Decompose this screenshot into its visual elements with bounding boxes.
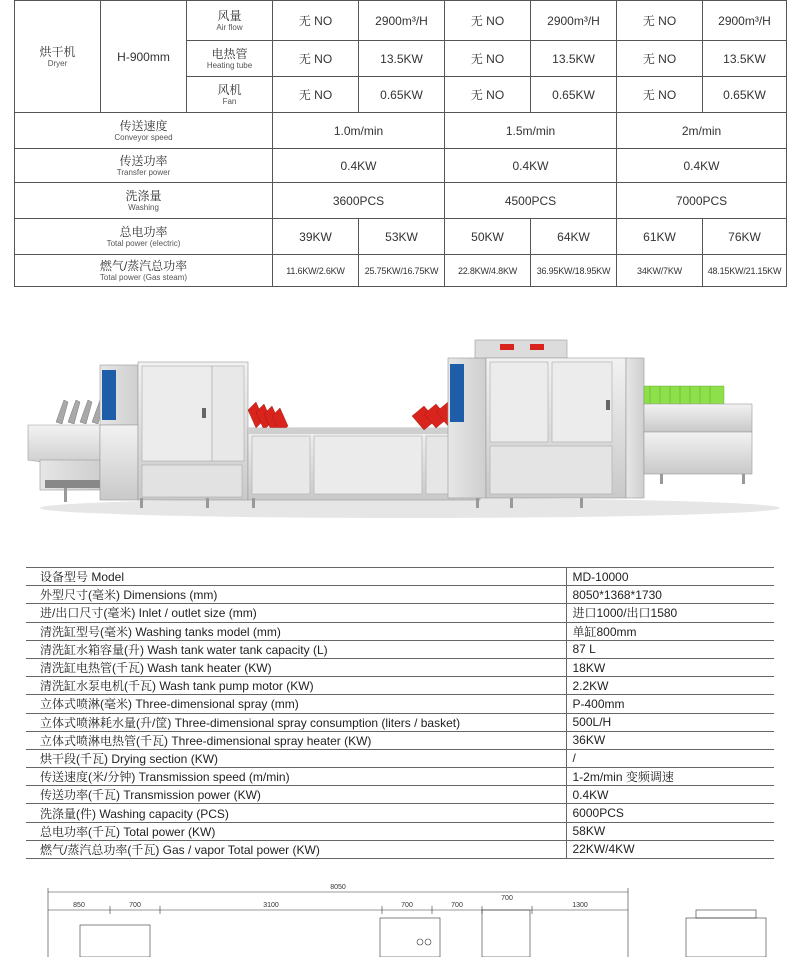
row-label-gas-power: 燃气/蒸汽总功率 Total power (Gas steam) xyxy=(15,255,273,287)
spec-row xyxy=(26,749,774,767)
dim-segment: 850 xyxy=(73,902,85,909)
spec-label: 传送速度(米/分钟) Transmission speed (m/min) xyxy=(26,768,566,786)
spec-value: 22KW/4KW xyxy=(566,840,774,858)
spec-label: 清洗缸水箱容量(升) Wash tank water tank capacity (L) xyxy=(26,640,566,658)
spec-value: 87 L xyxy=(566,640,774,658)
spec-row xyxy=(26,622,774,640)
dim-segment: 700 xyxy=(501,895,513,902)
cell: 61KW xyxy=(617,219,703,255)
cell: 50KW xyxy=(445,219,531,255)
cell: 13.5KW xyxy=(359,41,445,77)
cell: 2900m³/H xyxy=(531,1,617,41)
row-label-heating-tube: 电热管 Heating tube xyxy=(187,41,273,77)
spec-value: 单缸800mm xyxy=(566,622,774,640)
spec-row xyxy=(26,677,774,695)
cell: 7000PCS xyxy=(617,183,787,219)
dim-segment: 3100 xyxy=(263,902,279,909)
spec-value: / xyxy=(566,749,774,767)
technical-drawing xyxy=(0,880,800,957)
spec-value: 8050*1368*1730 xyxy=(566,586,774,604)
dim-segment: 1300 xyxy=(572,902,588,909)
spec-row xyxy=(26,840,774,858)
spec-label: 清洗缸型号(毫米) Washing tanks model (mm) xyxy=(26,622,566,640)
cell: 48.15KW/21.15KW xyxy=(703,255,787,287)
cell: 无 NO xyxy=(445,41,531,77)
cell: 1.0m/min xyxy=(273,113,445,149)
cell: 34KW/7KW xyxy=(617,255,703,287)
spec-label: 清洗缸电热管(千瓦) Wash tank heater (KW) xyxy=(26,658,566,676)
cell: 0.4KW xyxy=(273,149,445,183)
spec-row xyxy=(26,822,774,840)
spec-label: 进/出口尺寸(毫米) Inlet / outlet size (mm) xyxy=(26,604,566,622)
spec-label: 立体式喷淋(毫米) Three-dimensional spray (mm) xyxy=(26,695,566,713)
cell: 无 NO xyxy=(445,77,531,113)
cell: 39KW xyxy=(273,219,359,255)
cell: 无 NO xyxy=(273,77,359,113)
spec-value: P-400mm xyxy=(566,695,774,713)
dim-total: 8050 xyxy=(330,884,346,891)
spec-row xyxy=(26,604,774,622)
spec-row xyxy=(26,658,774,676)
cell: 11.6KW/2.6KW xyxy=(273,255,359,287)
cell: 无 NO xyxy=(617,41,703,77)
spec-row xyxy=(26,713,774,731)
cell: 64KW xyxy=(531,219,617,255)
row-label-airflow: 风量 Air flow xyxy=(187,1,273,41)
spec-row xyxy=(26,640,774,658)
spec-row xyxy=(26,695,774,713)
cell: 76KW xyxy=(703,219,787,255)
cell: 无 NO xyxy=(617,77,703,113)
spec-label: 外型尺寸(毫米) Dimensions (mm) xyxy=(26,586,566,604)
spec-label: 清洗缸水泵电机(千瓦) Wash tank pump motor (KW) xyxy=(26,677,566,695)
cell: 0.65KW xyxy=(359,77,445,113)
cell: 3600PCS xyxy=(273,183,445,219)
spec-label: 设备型号 Model xyxy=(26,568,566,586)
spec-value: 2.2KW xyxy=(566,677,774,695)
spec-row xyxy=(26,568,774,586)
spec-value: 1-2m/min 变频调速 xyxy=(566,768,774,786)
cell: 无 NO xyxy=(445,1,531,41)
cell: 13.5KW xyxy=(703,41,787,77)
dishwasher-machine-illustration xyxy=(20,330,780,530)
cell: 53KW xyxy=(359,219,445,255)
row-label-transfer-power: 传送功率 Transfer power xyxy=(15,149,273,183)
spec-value: 0.4KW xyxy=(566,786,774,804)
spec-row xyxy=(26,586,774,604)
cell: 无 NO xyxy=(273,41,359,77)
cell: 0.65KW xyxy=(531,77,617,113)
spec-value: 18KW xyxy=(566,658,774,676)
spec-label: 立体式喷淋电热管(千瓦) Three-dimensional spray heater (KW) xyxy=(26,731,566,749)
dim-segment: 700 xyxy=(401,902,413,909)
spec-row xyxy=(26,768,774,786)
cell: 0.65KW xyxy=(703,77,787,113)
spec-value: 36KW xyxy=(566,731,774,749)
cell: 0.4KW xyxy=(617,149,787,183)
dryer-spec-table xyxy=(14,0,787,287)
spec-label: 传送功率(千瓦) Transmission power (KW) xyxy=(26,786,566,804)
spec-value: 进口1000/出口1580 xyxy=(566,604,774,622)
cell: 22.8KW/4.8KW xyxy=(445,255,531,287)
cell: 1.5m/min xyxy=(445,113,617,149)
spec-value: 6000PCS xyxy=(566,804,774,822)
model-spec-table xyxy=(26,567,774,859)
spec-label: 烘干段(千瓦) Drying section (KW) xyxy=(26,749,566,767)
row-label-conveyor-speed: 传送速度 Conveyor speed xyxy=(15,113,273,149)
cell: 13.5KW xyxy=(531,41,617,77)
dryer-label: 烘干机 Dryer xyxy=(15,1,101,113)
cell: 25.75KW/16.75KW xyxy=(359,255,445,287)
spec-label: 总电功率(千瓦) Total power (KW) xyxy=(26,822,566,840)
cell: 2900m³/H xyxy=(359,1,445,41)
spec-label: 燃气/蒸汽总功率(千瓦) Gas / vapor Total power (KW) xyxy=(26,840,566,858)
spec-row xyxy=(26,786,774,804)
spec-row xyxy=(26,731,774,749)
row-label-total-power: 总电功率 Total power (electric) xyxy=(15,219,273,255)
spec-value: MD-10000 xyxy=(566,568,774,586)
row-label-fan: 风机 Fan xyxy=(187,77,273,113)
cell: 2900m³/H xyxy=(703,1,787,41)
row-label-washing: 洗涤量 Washing xyxy=(15,183,273,219)
dim-segment: 700 xyxy=(129,902,141,909)
spec-value: 58KW xyxy=(566,822,774,840)
cell: 0.4KW xyxy=(445,149,617,183)
cell: 36.95KW/18.95KW xyxy=(531,255,617,287)
cell: 无 NO xyxy=(617,1,703,41)
spec-row xyxy=(26,804,774,822)
spec-value: 500L/H xyxy=(566,713,774,731)
dim-segment: 700 xyxy=(451,902,463,909)
cell: 2m/min xyxy=(617,113,787,149)
cell: 无 NO xyxy=(273,1,359,41)
dryer-height: H-900mm xyxy=(101,1,187,113)
spec-label: 立体式喷淋耗水量(升/筐) Three-dimensional spray consumption (liters / basket) xyxy=(26,713,566,731)
cell: 4500PCS xyxy=(445,183,617,219)
spec-label: 洗涤量(件) Washing capacity (PCS) xyxy=(26,804,566,822)
